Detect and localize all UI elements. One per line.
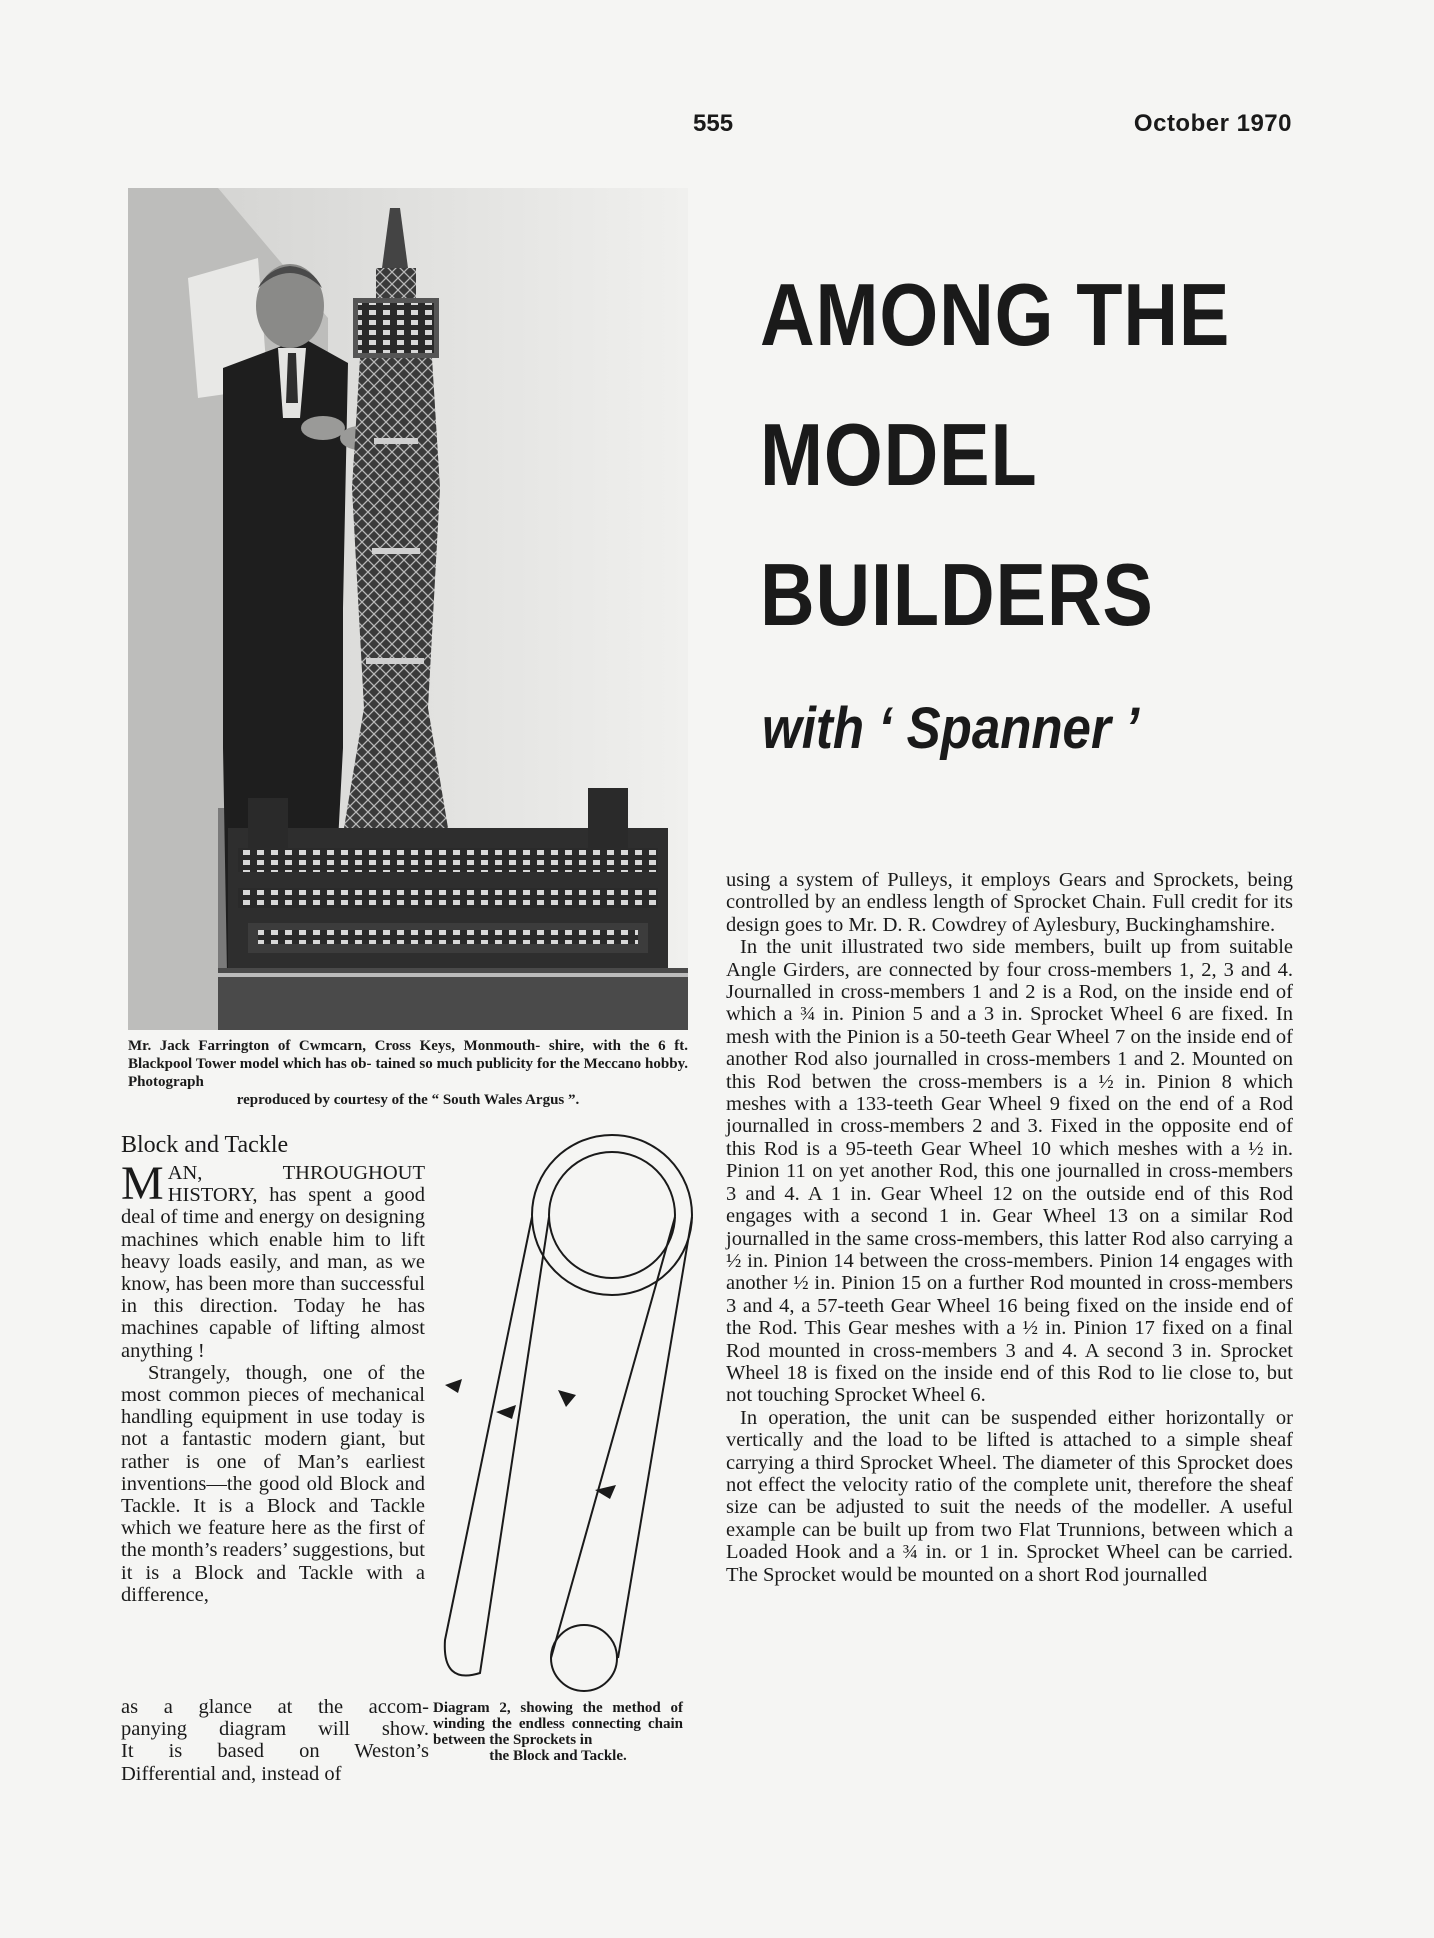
text-line: panying diagram will show.	[121, 1718, 429, 1741]
tower-photo	[128, 188, 688, 1030]
sprocket-chain-diagram	[430, 1125, 695, 1695]
title-line: BUILDERS	[760, 545, 1154, 644]
paragraph: In the unit illustrated two side members, built up from suitable Angle Girders, are connected by four cross-members 1, 2, 3 and 4. Journalled in cross-members 1 and 2 is a Rod, on the inside end of which a ¾ in. Pinion 5 and a 3 in. Sprocket Wheel 6 are fixed. In mesh with the Pinion is a 50-teeth Gear Wheel 7 on the inside end of another Rod also journalled in cross-members 1 and 2. Mounted on this Rod betwen the cross-members is a ½ in. Pinion 8 which meshes with a 133-teeth Gear Wheel 9 fixed on the end of a Rod journalled in cross-members 2 and 3. Fixed in the opposite end of this Rod is a 95-teeth Gear Wheel 10 which meshes with a ½ in. Pinion 11 on yet another Rod, this one journalled in cross-members 3 and 4. A 1 in. Gear Wheel 12 on the outside end of this Rod engages with a second 1 in. Gear Wheel 13 on a similar Rod journalled in the same cross-members, this latter Rod also carrying a ½ in. Pinion 14 between the cross-members. Pinion 14 engages with another ½ in. Pinion 15 on a further Rod mounted in cross-members 3 and 4, a 57-teeth Gear Wheel 16 being fixed on the inside end of the Rod. This Gear meshes with a ½ in. Pinion 17 fixed on a final Rod mounted in cross-members 3 and 4. A second 3 in. Sprocket Wheel 18 is fixed on the inside end of this Rod to lie close to, but not touching Sprocket Wheel 6.	[726, 936, 1293, 1407]
lower-sprocket	[551, 1625, 617, 1691]
article-title	[760, 245, 1230, 665]
page-number: 555	[693, 110, 734, 137]
issue-date: October 1970	[1133, 110, 1292, 137]
photo-caption	[128, 1037, 688, 1109]
inner-sprocket	[549, 1152, 675, 1278]
paragraph: Strangely, though, one of the most common pieces of mechanical handling equipment in use today is not a fantastic modern giant, but rather is one of Man’s earliest inventions—the good old Block and Tackle. It is a Block and Tackle which we feature here as the first of the month’s readers’ suggestions, but it is a Block and Tackle with a difference,	[121, 1361, 425, 1606]
outer-sprocket	[532, 1135, 692, 1295]
caption-line: method of winding the	[433, 1700, 683, 1732]
arrow-marker	[445, 1379, 462, 1393]
caption-line: the Block and Tackle.	[489, 1748, 627, 1764]
section-heading: Block and Tackle	[121, 1132, 289, 1158]
caption-line: between the Sprockets in	[433, 1732, 593, 1748]
caption-line: endless connecting chain	[518, 1716, 683, 1732]
left-column	[121, 1157, 425, 1606]
paragraph: AN, THROUGHOUT HISTORY, has spent a good deal of time and energy on designing machines which enable him to lift heavy loads easily, and man, as we know, has been more than successful in this direction. Today he has machines capable of lifting almost anything !	[121, 1162, 425, 1362]
paragraph: using a system of Pulleys, it employs Gears and Sprockets, being controlled by an endless length of Sprocket Chain. Full credit for its design goes to Mr. D. R. Cowdrey of Aylesbury, Buckinghamshire.	[726, 869, 1293, 936]
diagram-caption	[433, 1700, 683, 1764]
arrow-marker	[558, 1390, 576, 1407]
chain-left	[445, 1217, 549, 1676]
left-column-tail	[121, 1696, 429, 1785]
caption-line: tained so much publicity for the Meccano hobby. Photograph	[128, 1056, 688, 1090]
arrow-marker	[496, 1405, 516, 1419]
caption-line: shire, with the 6 ft. Blackpool Tower model which has ob-	[128, 1038, 688, 1072]
paragraph: In operation, the unit can be suspended either horizontally or vertically and the load to be lifted is attached to a simple sheaf carrying a third Sprocket Wheel. The diameter of this Sprocket does not effect the velocity ratio of the complete unit, therefore the sheaf size can be adjusted to suit the needs of the modeller. A useful example can be built up from two Flat Trunnions, between which a Loaded Hook and a ¾ in. or 1 in. Sprocket Wheel can be carried. The Sprocket would be mounted on a short Rod journalled	[726, 1406, 1293, 1586]
caption-line: Mr. Jack Farrington of Cwmcarn, Cross Keys, Monmouth-	[128, 1038, 541, 1054]
text-line: It is based on Weston’s	[121, 1740, 429, 1763]
caption-line: reproduced by courtesy of the “ South Wales Argus ”.	[236, 1092, 580, 1108]
title-line: AMONG THE	[760, 265, 1231, 364]
text-line: as a glance at the accom-	[121, 1696, 429, 1718]
text-line: Differential and, instead of	[121, 1762, 342, 1785]
caption-line: Diagram 2, showing the	[433, 1700, 603, 1716]
drop-cap: M	[121, 1157, 164, 1210]
article-subtitle: with ‘ Spanner ’	[762, 696, 1140, 761]
title-line: MODEL	[760, 405, 1038, 504]
right-column	[726, 869, 1293, 1586]
